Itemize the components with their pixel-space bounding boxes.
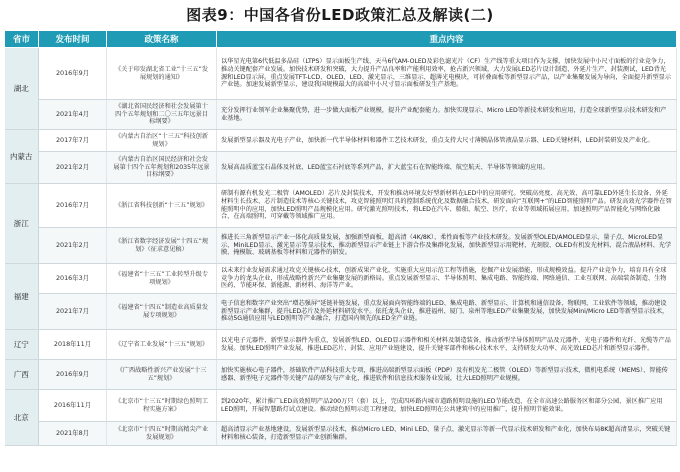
content-cell: 以华星光电第6代低温多晶硅（LTPS）显示面板生产线、天马6代AM-OLED及彩色滤光片（CF）生产线等重大项目作为支撑，加快发展中小尺寸面板的行业竞争力，推动关键配套产业发展。加快技术研发和突破，大力提升产品良率和产能利用效率，抢占新兴领域，大力发展LED芯片设计制造、外延片生产、封装测试，LED背光源和LED显示屏。重点发展TFT-LCD、OLED、LED、激光显示、三维显示、超薄光电模块，可折叠面板等新型显示产品，以产业集聚发展为导向，全面提升新型显示产业链。加速发展新型显示，建设我国规模最大的高端中小尺寸显示面板研发生产基地。 bbox=[217, 48, 677, 100]
province-cell: 浙江 bbox=[5, 184, 39, 264]
province-cell: 北京 bbox=[5, 390, 39, 446]
policy-table bbox=[4, 30, 677, 446]
table-row bbox=[5, 264, 677, 294]
header-date: 发布时间 bbox=[39, 31, 107, 48]
date-cell: 2021年8月 bbox=[39, 422, 107, 446]
province-cell: 福建 bbox=[5, 264, 39, 330]
table-row bbox=[5, 228, 677, 264]
content-cell: 发展高品质蓝宝石晶体及衬底、LED蓝宝石衬底等系列产品，扩大蓝宝石在智能终端、航空航天、半导体等领域的应用。 bbox=[217, 152, 677, 184]
policy-name-cell: 《福建省“十三五”工业转型升级专项规划》 bbox=[107, 264, 217, 294]
table-row bbox=[5, 294, 677, 330]
date-cell: 2021年2月 bbox=[39, 152, 107, 184]
policy-name-cell: 《内蒙古自治区“十三五”科技创新规划》 bbox=[107, 130, 217, 152]
content-cell: 充分发挥行业领军企业集聚优势，进一步做大面板产业规模，提升产业配套能力。加快实现显示、Micro LED等新技术研发和应用，打造全球新型显示技术研发和产业基地。 bbox=[217, 100, 677, 130]
content-cell: 以未来行业发展需求通过攻克关键核心技术，创新成果产业化，实施重大应用示范工程等措施，挖掘产业发展潜能，形成规模效益。提升产业竞争力，培育具有全球竞争力的龙头企业，形成战略性新兴产业集聚发展的新格局。重点发展新型显示、半导体照明、集成电路、智能终端、网络通信、工业互联网、高端装备制造、生物医药、节能环保、新能源、新材料、海洋等产业。 bbox=[217, 264, 677, 294]
table-row bbox=[5, 360, 677, 390]
date-cell: 2016年9月 bbox=[39, 48, 107, 100]
content-cell: 加快实施核心电子器件，基础软件产品科技重大专项，推进高端新型显示面板（PDP）及有机发光二极管（OLED）等新型显示技术，微机电系统（MEMS）、智能传感器、新型电子元器件等关键产品的研发与产业化，推进软件和信息技术服务业发展，壮大LED照明产业规模。 bbox=[217, 360, 677, 390]
date-cell: 2016年7月 bbox=[39, 184, 107, 228]
policy-name-cell: 《福建省“十四五”制造业高质量发展专项规划》 bbox=[107, 294, 217, 330]
date-cell: 2016年3月 bbox=[39, 264, 107, 294]
date-cell: 2016年9月 bbox=[39, 360, 107, 390]
table-row bbox=[5, 48, 677, 100]
date-cell: 2021年2月 bbox=[39, 228, 107, 264]
policy-name-cell: 《广西战略性新兴产业发展“十三五”规划》 bbox=[107, 360, 217, 390]
policy-name-cell: 《北京市“十三五”时期绿色照明工程实施方案》 bbox=[107, 390, 217, 422]
content-cell: 研制有源有机发光二极管（AMOLED）芯片及封装技术，开发和推动环境友好型新材料在LED中的应用研究。突破高亮度、高光效、高可靠LED外延生长设备、外延材料生长技术、芯片制造技术等核心关键技术，攻克智能照明灯具的控制系统优化及数据融合技术，研发面向“互联网+”的LED智能照明产品。研发高效光学器件在智能照明中的应用，加快LED照明产品规模化应用。研究激光照明技术，将LED在汽车、船舶、航空、医疗、农业等领域拓展应用，加速照明产品智能化与网络化融合，在高端照明、可穿戴等领域推广应用。 bbox=[217, 184, 677, 228]
content-cell: 到2020年，累计推广LED高效照明产品200万只（套）以上，完成四环路内城市道路照明设施的LED节能改造，在全市高速公路服务区和部分公园、景区推广应用LED照明，开展智慧路灯试点建设。推动绿色照明示范工程建设，加快LED照明在公共建筑中的应用推广，提升照明节能效果。 bbox=[217, 390, 677, 422]
province-cell: 内蒙古 bbox=[5, 130, 39, 184]
province-cell: 辽宁 bbox=[5, 330, 39, 360]
policy-name-cell: 《关于印发湖北省工业“十三五”发展规划的通知》 bbox=[107, 48, 217, 100]
table-row bbox=[5, 184, 677, 228]
table-row bbox=[5, 422, 677, 446]
content-cell: 电子信息和数字产业突出“增芯强屏”延链补链发展，重点发展面向智能终端的LED、集成电路、新型显示、计算机和通信设备、物联网、工业软件等领域，推动建设新型显示产业集群，提升LED芯片及外延材料研发水平。依托龙头企业，推进福州、厦门、泉州等地LED产业集聚发展，加快发展Mini/Micro LED等新型显示技术，推动5G通信应用与LED照明等产业融合，打造国内领先的LED全产业链。 bbox=[217, 294, 677, 330]
content-cell: 发展新型显示器及光电子产业，加快新一代半导体材料和器件工艺技术研发，重点支持大尺寸薄膜晶体管液晶显示器、LED关键材料，LED封装研发及产业化。 bbox=[217, 130, 677, 152]
province-cell: 湖北 bbox=[5, 48, 39, 130]
page-title: 图表9：中国各省份LED政策汇总及解读(二) bbox=[186, 6, 494, 24]
table-header-row bbox=[5, 31, 677, 48]
date-cell: 2021年7月 bbox=[39, 294, 107, 330]
header-name: 政策名称 bbox=[107, 31, 217, 48]
table-row bbox=[5, 390, 677, 422]
header-content: 重点内容 bbox=[217, 31, 677, 48]
content-cell: 以光电子元器件、新型显示器件为重点，发展新型LED、OLED显示器件和相关材料及制造装备，推动新型半导体照明产品及元器件、光电子器件和光纤、光缆等产品发展。加快LED照明产业发展，推进LED芯片、封装、应用产业链建设，提升关键零部件和核心技术水平，支持研发大功率、高光效LED芯片和新型显示器件。 bbox=[217, 330, 677, 360]
policy-name-cell: 《浙江省数字经济发展“十四五”规划》（征求意见稿） bbox=[107, 228, 217, 264]
province-cell: 广西 bbox=[5, 360, 39, 390]
policy-name-cell: 《浙江省科技创新“十三五”规划》 bbox=[107, 184, 217, 228]
table-row bbox=[5, 152, 677, 184]
table-row bbox=[5, 330, 677, 360]
policy-name-cell: 《辽宁省工业发展“十三五”规划》 bbox=[107, 330, 217, 360]
policy-name-cell: 《内蒙古自治区国民经济和社会发展第十四个五年规划和2035年远景目标纲要》 bbox=[107, 152, 217, 184]
date-cell: 2021年4月 bbox=[39, 100, 107, 130]
table-row bbox=[5, 100, 677, 130]
content-cell: 超高清显示产业基地建设，发展新型显示技术，推动Micro LED、Mini LED、量子点、激光显示等新一代显示技术研发和产业化，加快布局8K超高清显示，突破关键材料和核心装备，打造新型显示产业创新集群。 bbox=[217, 422, 677, 446]
date-cell: 2017年7月 bbox=[39, 130, 107, 152]
header-province: 省市 bbox=[5, 31, 39, 48]
date-cell: 2016年11月 bbox=[39, 390, 107, 422]
content-cell: 推进长三角新型显示产业一体化高质量发展，加强新型面板，超高清（4K/8K）、柔性面板等产业技术研发。发展新型OLED/AMOLED显示、量子点、MicroLED显示、MiniLED显示、激光显示等显示技术，推动新型显示产业链上下游合作及集群化发展，加快新型显示用靶材、光刻胶、OLED有机发光材料、混合液晶材料、光学膜、掩模版、玻璃基板等材料和元器件的研发。 bbox=[217, 228, 677, 264]
policy-name-cell: 《湖北省国民经济和社会发展第十四个五年规划和二〇三五年远景目标纲要》 bbox=[107, 100, 217, 130]
date-cell: 2018年11月 bbox=[39, 330, 107, 360]
policy-name-cell: 《北京市“十四五”时期高精尖产业发展规划》 bbox=[107, 422, 217, 446]
table-row bbox=[5, 130, 677, 152]
